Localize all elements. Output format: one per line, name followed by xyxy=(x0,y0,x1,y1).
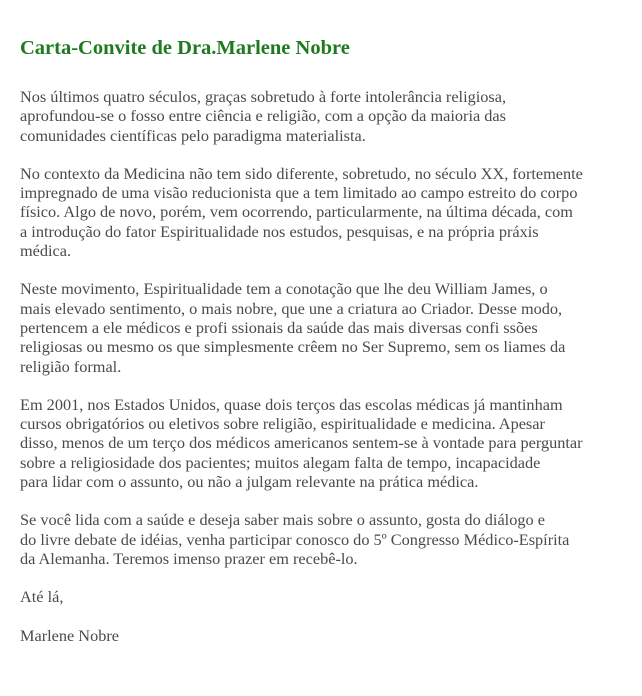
paragraph-line: mais elevado sentimento, o mais nobre, que une a criatura ao Criador. Desse modo, xyxy=(20,298,563,318)
paragraph-line: da Alemanha. Teremos imenso prazer em recebê-lo. xyxy=(20,548,358,568)
paragraph-medicine-context xyxy=(20,164,622,260)
paragraph-line: religião formal. xyxy=(20,356,122,376)
paragraph-line: Em 2001, nos Estados Unidos, quase dois terços das escolas médicas já mantinham xyxy=(20,394,563,414)
signature xyxy=(20,626,622,645)
paragraph-invitation xyxy=(20,510,622,568)
paragraph-line: disso, menos de um terço dos médicos americanos sentem-se à vontade para perguntar xyxy=(20,433,583,453)
paragraph-line: Marlene Nobre xyxy=(20,625,119,645)
paragraph-line: Neste movimento, Espiritualidade tem a conotação que lhe deu William James, o xyxy=(20,279,548,299)
paragraph-line: aprofundou-se o fosso entre ciência e religião, com a opção da maioria das xyxy=(20,106,506,126)
paragraph-line: Até lá, xyxy=(20,587,64,607)
paragraph-line: impregnado de uma visão reducionista que a tem limitado ao campo estreito do corpo xyxy=(20,183,578,203)
paragraph-line: pertencem a ele médicos e profi ssionais da saúde das mais diversas confi ssões xyxy=(20,317,538,337)
paragraph-line: do livre debate de idéias, venha participar conosco do 5º Congresso Médico-Espírita xyxy=(20,529,570,549)
paragraph-line: físico. Algo de novo, porém, vem ocorrendo, particularmente, na última década, com xyxy=(20,202,573,222)
paragraph-line: No contexto da Medicina não tem sido diferente, sobretudo, no século XX, fortemente xyxy=(20,163,583,183)
paragraph-line: médica. xyxy=(20,241,72,261)
paragraph-line: religiosas ou mesmo os que simplesmente crêem no Ser Supremo, sem os liames da xyxy=(20,337,566,357)
paragraph-line: cursos obrigatórios ou eletivos sobre religião, espiritualidade e medicina. Apesar xyxy=(20,414,545,434)
paragraph-line: a introdução do fator Espiritualidade nos estudos, pesquisas, e na própria práxis xyxy=(20,221,539,241)
paragraph-spirituality xyxy=(20,279,622,375)
letter-title: Carta-Convite de Dra.Marlene Nobre xyxy=(20,37,350,59)
letter-body xyxy=(20,87,622,645)
paragraph-line: sobre a religiosidade dos pacientes; muitos alegam falta de tempo, incapacidade xyxy=(20,452,541,472)
paragraph-intro xyxy=(20,87,622,145)
paragraph-line: comunidades científicas pelo paradigma materialista. xyxy=(20,125,366,145)
paragraph-us-schools xyxy=(20,395,622,491)
paragraph-line: Nos últimos quatro séculos, graças sobretudo à forte intolerância religiosa, xyxy=(20,87,507,106)
paragraph-line: para lidar com o assunto, ou não a julgam relevante na prática médica. xyxy=(20,472,479,492)
closing-greeting xyxy=(20,587,622,606)
paragraph-line: Se você lida com a saúde e deseja saber mais sobre o assunto, gosta do diálogo e xyxy=(20,510,545,530)
